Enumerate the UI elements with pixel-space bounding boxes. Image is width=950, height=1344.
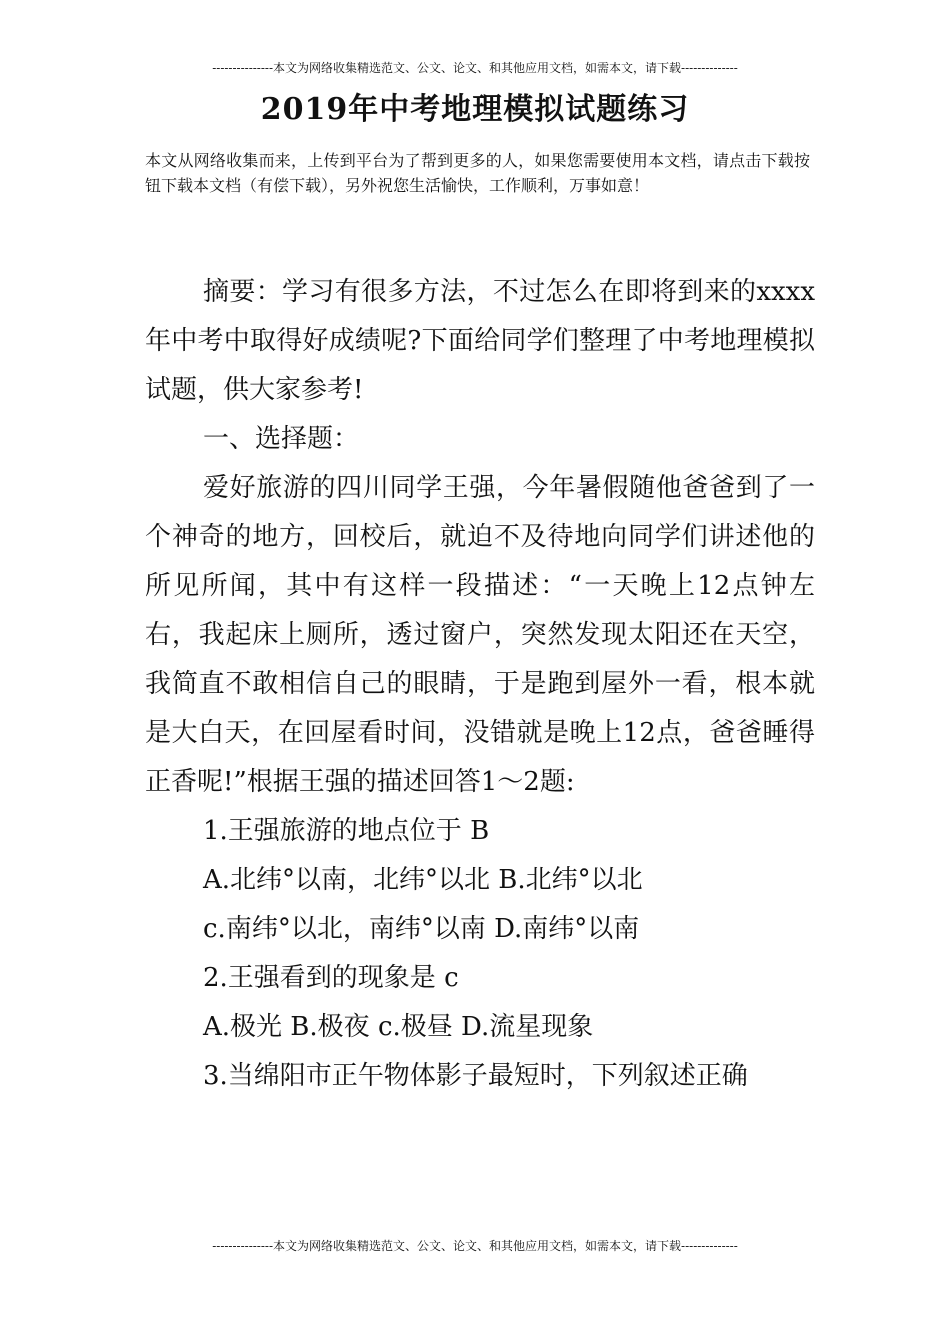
question-1-options-row-1: A.北纬°以南，北纬°以北 B.北纬°以北	[203, 865, 643, 895]
question-2: 2.王强看到的现象是 c	[203, 963, 459, 993]
document-body	[145, 268, 815, 1101]
abstract-paragraph: 摘要：学习有很多方法，不过怎么在即将到来的xxxx 年中考中取得好成绩呢?下面给同学们整理了中考地理模拟试题，供大家参考!	[145, 277, 815, 405]
section-heading: 一、选择题：	[203, 424, 360, 454]
header-banner: ---------------本文为网络收集精选范文、公文、论文、和其他应用文档，如需本文，请下载--------------	[212, 61, 738, 75]
document-title: 2019年中考地理模拟试题练习	[260, 92, 690, 127]
question-3: 3.当绵阳市正午物体影子最短时，下列叙述正确	[203, 1061, 748, 1091]
intro-note: 本文从网络收集而来，上传到平台为了帮到更多的人，如果您需要使用本文档，请点击下载按钮下载本文档（有偿下载），另外祝您生活愉快，工作顺利，万事如意！	[145, 151, 810, 195]
footer-banner: ---------------本文为网络收集精选范文、公文、论文、和其他应用文档，如需本文，请下载--------------	[212, 1239, 738, 1253]
question-1-options-row-2: c.南纬°以北，南纬°以南 D.南纬°以南	[203, 914, 640, 944]
passage-paragraph: 爱好旅游的四川同学王强，今年暑假随他爸爸到了一个神奇的地方，回校后，就迫不及待地向同学们讲述他的所见所闻，其中有这样一段描述：“一天晚上12点钟左右，我起床上厕所，透过窗户，突然发现太阳还在天空，我简直不敢相信自己的眼睛，于是跑到屋外一看，根本就是大白天，在回屋看时间，没错就是晚上12点，爸爸睡得正香呢!”根据王强的描述回答1～2题:	[145, 473, 815, 797]
question-2-options: A.极光 B.极夜 c.极昼 D.流星现象	[203, 1012, 594, 1042]
question-1: 1.王强旅游的地点位于 B	[203, 816, 490, 846]
